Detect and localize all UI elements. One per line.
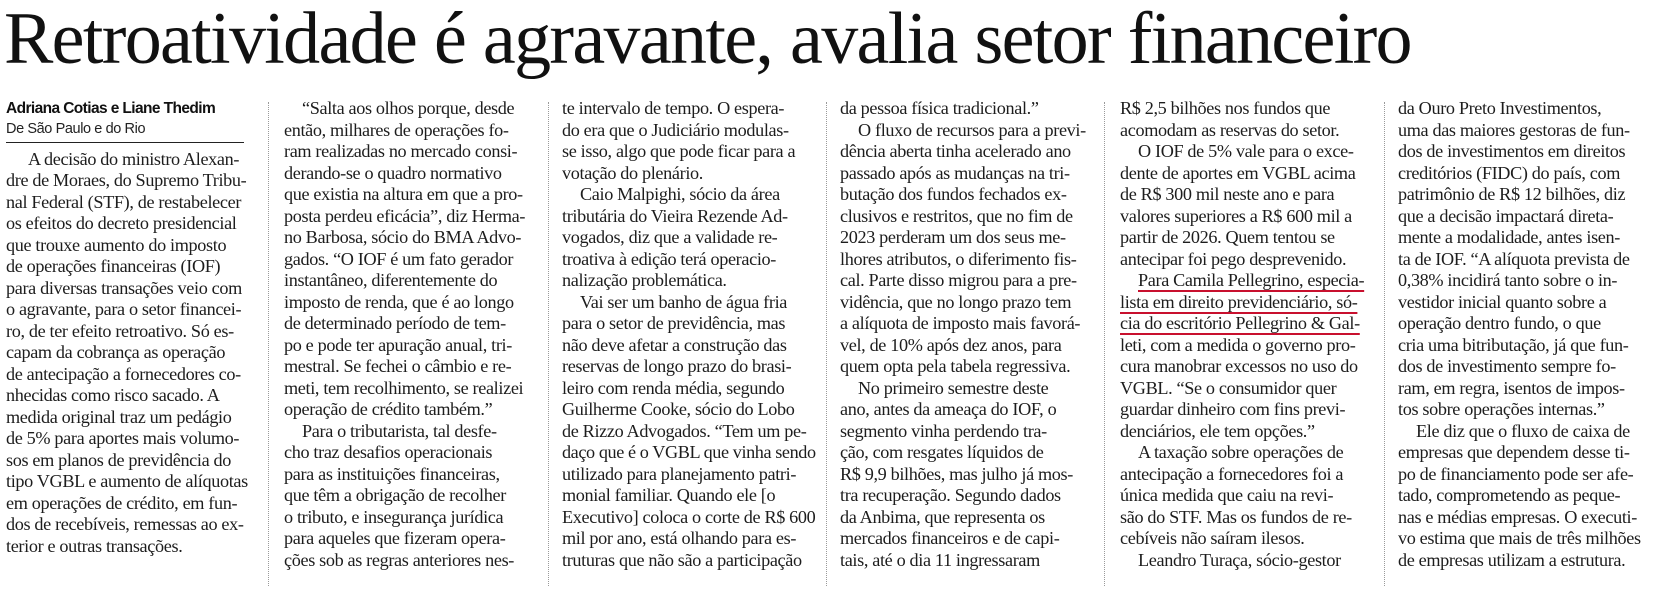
text-line: vestidor inicial quanto sobre a: [1398, 291, 1607, 312]
text-line: vo estima que mais de três milhões: [1398, 528, 1641, 548]
byline-origin: De São Paulo e do Rio: [6, 120, 244, 143]
text-line: patrimônio de R$ 12 bilhões, diz: [1398, 184, 1626, 204]
text-line: dos de recebíveis, remessas ao ex-: [6, 514, 244, 534]
text-line: reservas de longo prazo do brasi-: [562, 356, 792, 376]
text-line: butação dos fundos fechados ex-: [840, 184, 1067, 204]
text-line: partir de 2026. Quem tentou se: [1120, 227, 1335, 247]
text-line: “Salta aos olhos porque, desde: [302, 98, 515, 118]
text-line: O fluxo de recursos para a previ-: [858, 119, 1086, 140]
text-line: ro, de ter efeito retroativo. Só es-: [6, 320, 234, 341]
text-line: ta de IOF. “A alíquota prevista de: [1398, 248, 1630, 269]
text-line: leti, com a medida o governo pro-: [1120, 334, 1356, 355]
text-line: vogados, diz que a validade re-: [562, 227, 778, 247]
text-line: utilizado para planejamento patri-: [562, 463, 797, 484]
text-line: quem opta pela tabela regressiva.: [840, 356, 1071, 376]
text-line: vidência, que no longo prazo tem: [840, 291, 1072, 312]
text-line: ano, antes da ameaça do IOF, o: [840, 399, 1057, 419]
text-line: Executivo] coloca o corte de R$ 600: [562, 506, 816, 527]
byline-authors: Adriana Cotias e Liane Thedim: [6, 100, 216, 117]
text-line: de 5% para aportes mais volumo-: [6, 428, 240, 448]
text-line: para o setor de previdência, mas: [562, 313, 786, 333]
text-line: operação de crédito também.”: [284, 399, 493, 419]
text-line: posta perdeu eficácia”, diz Herma-: [284, 205, 526, 226]
text-line: nalização problemática.: [562, 270, 727, 290]
text-line: se isso, algo que pode ficar para a: [562, 141, 796, 161]
article-column-5: [1120, 98, 1374, 571]
text-line: instantâneo, diferentemente do: [284, 270, 498, 290]
text-line: antecipação a fornecedores foi a: [1120, 463, 1344, 484]
text-line: operação dentro fundo, o que: [1398, 313, 1601, 333]
text-line: o tributo, e insegurança jurídica: [284, 506, 504, 527]
text-line: truturas que não são a participação: [562, 549, 802, 570]
text-line: Caio Malpighi, sócio da área: [580, 184, 780, 204]
highlighted-text-line: Para Camila Pellegrino, especia-: [1138, 270, 1365, 290]
text-line: o agravante, para o setor financei-: [6, 299, 242, 319]
text-line: cura manobrar excessos no uso do: [1120, 356, 1358, 376]
text-line: cho traz desafios operacionais: [284, 442, 493, 462]
text-line: A decisão do ministro Alexan-: [28, 148, 240, 169]
text-line: troativa à edição terá operacio-: [562, 248, 776, 269]
text-line: gados. “O IOF é um fato gerador: [284, 248, 514, 269]
text-line: para as instituições financeiras,: [284, 463, 500, 484]
text-line: VGBL. “Se o consumidor quer: [1120, 377, 1337, 398]
text-line: ções sob as regras anteriores nes-: [284, 549, 514, 570]
text-line: antecipar foi pego desprevenido.: [1120, 248, 1347, 269]
text-line: daço que é o VGBL que vinha sendo: [562, 442, 816, 462]
text-line: de empresas utilizam a estrutura.: [1398, 549, 1626, 570]
text-line: cebíveis não saíram ilesos.: [1120, 528, 1305, 548]
text-line: passado após as mudanças na tri-: [840, 162, 1070, 183]
text-line: segmento vinha perdendo tra-: [840, 420, 1047, 441]
text-line: que têm a obrigação de recolher: [284, 485, 506, 505]
text-line: nhecidas como risco sacado. A: [6, 385, 220, 405]
text-line: te intervalo de tempo. O espera-: [562, 98, 785, 118]
article-column-1: [6, 98, 260, 557]
text-line: da Ouro Preto Investimentos,: [1398, 98, 1602, 118]
text-line: Ele diz que o fluxo de caixa de: [1416, 420, 1630, 441]
text-line: 0,38% incidirá tanto sobre o in-: [1398, 270, 1618, 290]
text-line: de operações financeiras (IOF): [6, 256, 221, 276]
highlighted-text-line: cia do escritório Pellegrino & Gal-: [1120, 313, 1360, 333]
column-divider: [268, 102, 269, 586]
text-line: A taxação sobre operações de: [1138, 442, 1344, 462]
text-line: mercados financeiros e de capi-: [840, 528, 1060, 548]
text-line: a alíquota de imposto mais favorá-: [840, 313, 1081, 333]
text-line: não deve afetar a construção das: [562, 334, 787, 355]
text-line: po de financiamento pode ser afe-: [1398, 463, 1634, 484]
text-line: dência aberta tinha acelerado ano: [840, 141, 1071, 161]
text-line: vel, de 10% após dez anos, para: [840, 334, 1062, 355]
text-line: única medida que caiu na revi-: [1120, 485, 1334, 505]
article-column-6: [1398, 98, 1652, 571]
text-line: em operações de crédito, em fun-: [6, 492, 238, 513]
text-line: Para o tributarista, tal desfe-: [302, 420, 497, 441]
text-line: são do STF. Mas os fundos de re-: [1120, 506, 1352, 527]
headline: Retroatividade é agravante, avalia setor financeiro: [4, 0, 1411, 80]
text-line: 2023 perderam um dos seus me-: [840, 227, 1066, 247]
text-line: tipo VGBL e aumento de alíquotas: [6, 471, 248, 491]
text-line: tributária do Vieira Rezende Ad-: [562, 205, 788, 226]
text-line: então, milhares de operações fo-: [284, 119, 509, 140]
text-line: de Rizzo Advogados. “Tem um pe-: [562, 420, 807, 441]
text-line: tra recuperação. Segundo dados: [840, 485, 1061, 505]
text-line: creditórios (FIDC) do país, com: [1398, 162, 1621, 183]
highlighted-text-line: lista em direito previdenciário, só-: [1120, 291, 1358, 312]
text-line: terior e outras transações.: [6, 535, 183, 556]
text-line: denciários, ele tem opções.”: [1120, 420, 1315, 441]
text-line: cal. Parte disso migrou para a pre-: [840, 270, 1077, 290]
text-line: uma das maiores gestoras de fun-: [1398, 119, 1630, 140]
text-line: clusivos e restritos, que no fim de: [840, 205, 1073, 226]
text-line: os efeitos do decreto presidencial: [6, 213, 237, 233]
text-line: votação do plenário.: [562, 162, 703, 183]
text-line: dos de investimentos em direitos: [1398, 141, 1626, 161]
text-line: valores superiores a R$ 600 mil a: [1120, 205, 1352, 226]
text-line: que trouxe aumento do imposto: [6, 234, 227, 255]
text-line: capam da cobrança as operação: [6, 342, 226, 362]
text-line: tos sobre operações internas.”: [1398, 399, 1605, 419]
text-line: guardar dinheiro com fins previ-: [1120, 399, 1346, 419]
text-line: para aqueles que fizeram opera-: [284, 528, 506, 548]
text-line: do era que o Judiciário modulas-: [562, 119, 789, 140]
text-line: para diversas transações veio com: [6, 277, 242, 298]
text-line: medida original traz um pedágio: [6, 406, 232, 427]
text-line: lhores atributos, o diferimento fis-: [840, 248, 1077, 269]
text-line: ção, com resgates líquidos de: [840, 442, 1044, 462]
text-line: ram, em regra, isentos de impos-: [1398, 377, 1625, 398]
text-line: monial familiar. Quando ele [o: [562, 485, 776, 505]
text-line: Guilherme Cooke, sócio do Lobo: [562, 399, 795, 419]
text-line: tais, até o dia 11 ingressaram: [840, 549, 1040, 570]
text-line: da pessoa física tradicional.”: [840, 98, 1039, 118]
text-line: dre de Moraes, do Supremo Tribu-: [6, 170, 247, 190]
text-line: de antecipação a fornecedores co-: [6, 363, 241, 384]
article-column-2: [284, 98, 538, 571]
text-line: que a decisão impactará direta-: [1398, 205, 1614, 226]
text-line: dos de investimento sempre fo-: [1398, 356, 1616, 376]
text-line: da Anbima, que representa os: [840, 506, 1045, 527]
column-divider: [548, 102, 549, 586]
text-line: ram realizadas no mercado consi-: [284, 141, 518, 161]
text-line: No primeiro semestre deste: [858, 377, 1049, 398]
text-line: R$ 9,9 bilhões, mas julho já mos-: [840, 463, 1073, 484]
text-line: acomodam as reservas do setor.: [1120, 119, 1340, 140]
text-line: sos em planos de previdência do: [6, 449, 232, 470]
text-line: nal Federal (STF), de restabelecer: [6, 191, 242, 212]
text-line: Vai ser um banho de água fria: [580, 291, 788, 312]
article-column-3: [562, 98, 816, 571]
text-line: po e pode ter apuração anual, tri-: [284, 334, 512, 355]
column-divider: [1104, 102, 1105, 586]
text-line: de determinado período de tem-: [284, 313, 506, 333]
text-line: dente de aportes em VGBL acima: [1120, 162, 1356, 183]
text-line: meti, tem recolhimento, se realizei: [284, 377, 524, 398]
column-divider: [1384, 102, 1385, 586]
text-line: mil por ano, está olhando para es-: [562, 528, 797, 548]
text-line: derando-se o quadro normativo: [284, 162, 502, 183]
text-line: empresas que dependem desse ti-: [1398, 442, 1630, 462]
text-line: imposto de renda, que é ao longo: [284, 291, 514, 312]
text-line: Leandro Turaça, sócio-gestor: [1138, 549, 1341, 570]
text-line: mente a modalidade, antes isen-: [1398, 227, 1620, 247]
text-line: de R$ 300 mil neste ano e para: [1120, 184, 1335, 204]
text-line: que existia na altura em que a pro-: [284, 184, 523, 204]
text-line: R$ 2,5 bilhões nos fundos que: [1120, 98, 1331, 118]
text-line: leiro com renda média, segundo: [562, 377, 785, 398]
column-divider: [826, 102, 827, 586]
text-line: tado, comprometendo as peque-: [1398, 485, 1621, 505]
text-line: nas e médias empresas. O executi-: [1398, 506, 1637, 527]
text-line: mestral. Se fechei o câmbio e re-: [284, 356, 512, 376]
text-line: O IOF de 5% vale para o exce-: [1138, 141, 1354, 161]
article-column-4: [840, 98, 1094, 571]
text-line: cria uma bitributação, já que fun-: [1398, 334, 1629, 355]
text-line: no Barbosa, sócio do BMA Advo-: [284, 227, 522, 247]
